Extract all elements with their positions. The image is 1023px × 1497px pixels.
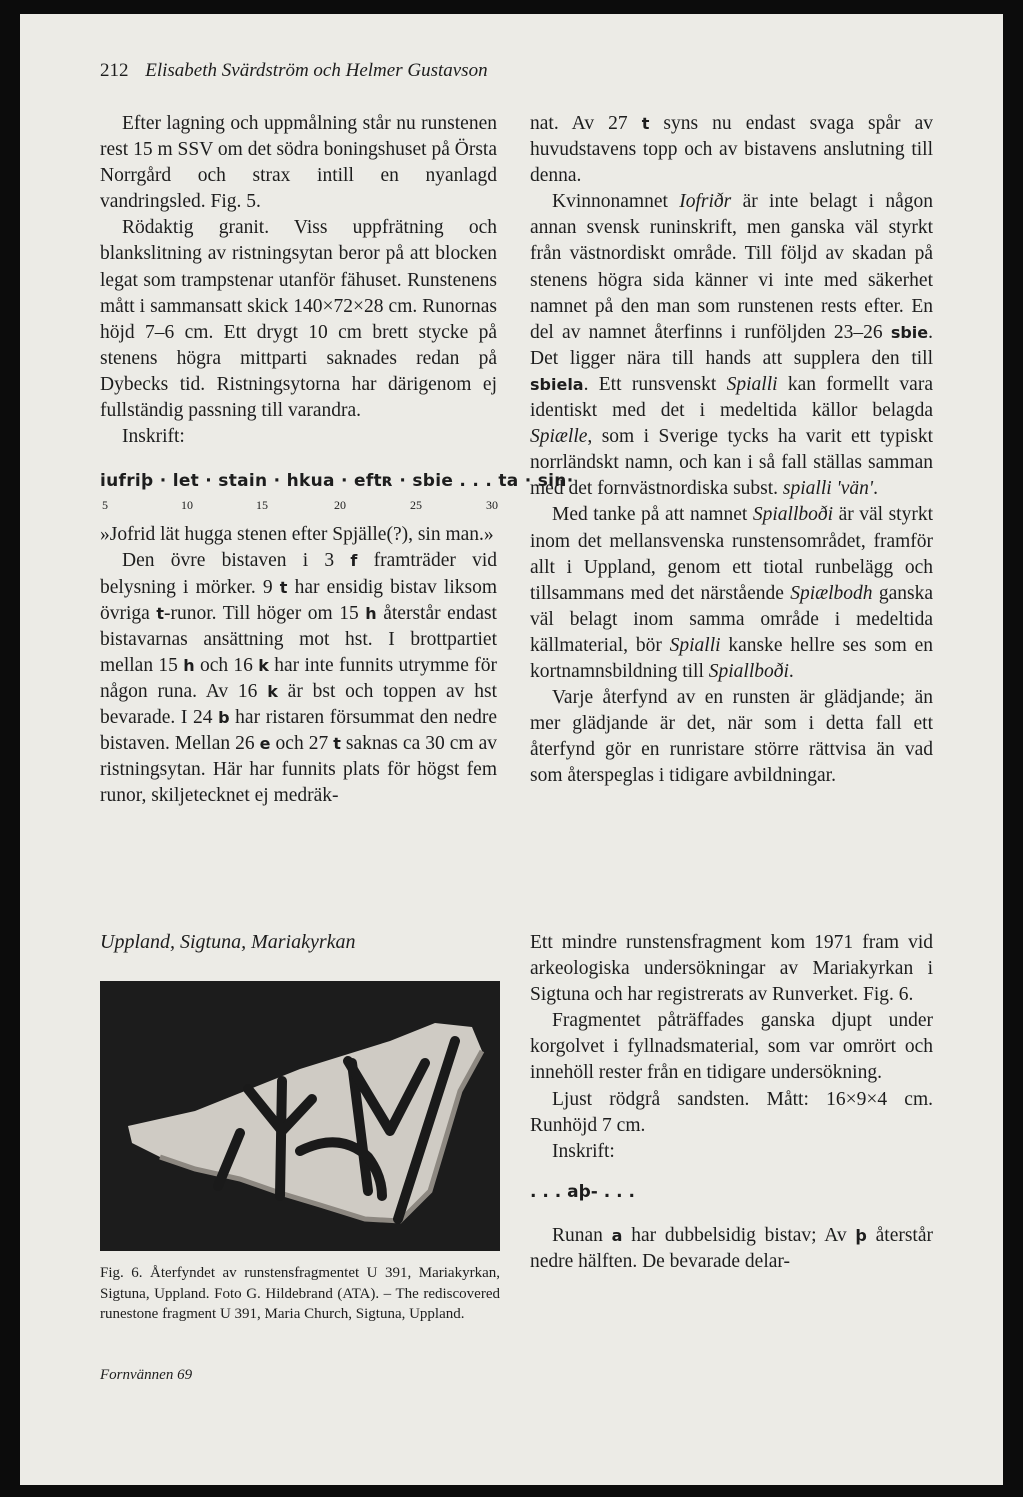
- paragraph: Inskrift:: [122, 426, 185, 448]
- paragraph: Ett mindre runstensfragment kom 1971 fram vid arkeologiska undersökningar av Mariakyrkan i Sigtuna och har registrerats av Runverket. Fig. 6.: [530, 932, 933, 1006]
- rune-ref: sbiela: [530, 374, 584, 394]
- paragraph: Varje återfynd av en runsten är glädjande; än mer glädjande är det, när som i detta fall ett återfynd gör en runristare större rättvisa än vad som återspeglas i tidigare avbildningar.: [530, 687, 933, 787]
- rune-number: 25: [410, 498, 422, 513]
- paragraph: Efter lagning och uppmålning står nu runstenen rest 15 m SSV om det södra boningshuset på Örsta Norrgård och strax intill en nyanlagd vandringsled. Fig. 5.: [100, 113, 497, 213]
- runestone-fragment-photo: [100, 981, 500, 1251]
- rune-ref: sbie: [890, 322, 929, 342]
- rune-ref: k: [258, 655, 269, 675]
- paragraph: Runan a har dubbelsidig bistav; Av þ återstår nedre hälften. De bevarade delar-: [530, 1224, 933, 1273]
- rune-transliteration: . . . aþ- . . .: [530, 1181, 635, 1202]
- rune-ref: f: [350, 551, 358, 571]
- right-column: [530, 111, 933, 789]
- page: [20, 14, 1003, 1485]
- rune-ref: e: [259, 734, 271, 754]
- paragraph: Kvinnonamnet Iofriðr är inte belagt i någon annan svensk runinskrift, men ganska väl styrkt från västnordiskt område. Till följd av skadan på stenens högra sida känner vi inte med säkerhet namnet på den man som runstenen rests efter. En del av namnet återfinns i runföljden 23–26 sbie. Det ligger nära till hands att supplera den till sbiela. Ett runsvenskt Spialli kan formellt vara identiskt med det i medeltida källor belagda Spiælle, som i Sverige tycks ha varit ett typiskt norrländskt namn, och kan i så fall ställas samman med det fornvästnordiska subst. spialli 'vän'.: [530, 191, 933, 500]
- translation: »Jofrid lät hugga stenen efter Spjälle(?), sin man.»: [100, 524, 494, 546]
- section-text-column: [530, 930, 933, 1275]
- name-italic: Spialli: [726, 373, 778, 395]
- rune-transliteration: iufriþ · let · stain · hkua · eftʀ · sbie . . . ta · sin·: [100, 471, 574, 492]
- rune-number: 30: [486, 498, 498, 513]
- name-italic: Spiælle: [530, 426, 588, 448]
- rune-ref: t: [333, 734, 341, 754]
- paragraph: Fragmentet påträffades ganska djupt under korgolvet i fyllnadsmaterial, som var omrört och innehöll rester från en tidigare undersökning.: [530, 1010, 933, 1084]
- rune-number: 20: [334, 498, 346, 513]
- rune-ref: þ: [855, 1225, 867, 1245]
- name-italic: Spiallboði: [752, 504, 834, 526]
- running-header: [100, 60, 488, 82]
- page-number: 212: [100, 60, 129, 81]
- rune-ref: a: [611, 1225, 623, 1245]
- figure-caption: Fig. 6. Återfyndet av runstensfragmentet U 391, Mariakyrkan, Sigtuna, Uppland. Foto G. Hildebrand (ATA). – The rediscovered runestone fragment U 391, Maria Church, Sigtuna, Uppland.: [100, 1265, 500, 1322]
- rune-ref: t: [156, 603, 165, 623]
- name-italic: Spiælbodh: [790, 582, 873, 604]
- name-italic: Spialli: [669, 634, 721, 656]
- rune-number: 15: [256, 498, 268, 513]
- rune-number: 10: [181, 498, 193, 513]
- running-head-authors: Elisabeth Svärdström och Helmer Gustavson: [145, 60, 488, 81]
- section-heading: Uppland, Sigtuna, Mariakyrkan: [100, 931, 356, 953]
- rune-ref: t: [279, 577, 288, 597]
- rune-ref: k: [267, 681, 278, 701]
- fragment-illustration: [100, 981, 500, 1251]
- name-italic: spialli 'vän': [782, 478, 874, 500]
- rune-number: 5: [102, 498, 108, 513]
- journal-footer: Fornvännen 69: [100, 1367, 193, 1383]
- paragraph: Den övre bistaven i 3 f framträder vid belysning i mörker. 9 t har ensidig bistav liksom övriga t-runor. Till höger om 15 h återstår endast bistavarnas ansättning mot hst. I brottpartiet mellan 15 h och 16 k har inte funnits utrymme för någon runa. Av 16 k är bst och toppen av hst bevarade. I 24 b har ristaren försummat den nedre bistaven. Mellan 26 e och 27 t saknas ca 30 cm av ristningsytan. Här har funnits plats för högst fem runor, skiljetecknet ej medräk-: [100, 550, 498, 807]
- rune-ref: h: [183, 655, 195, 675]
- name-italic: Spiallboði: [708, 660, 789, 682]
- paragraph: Inskrift:: [552, 1140, 615, 1162]
- rune-ref: t: [641, 114, 650, 133]
- paragraph: Med tanke på att namnet Spiallboði är väl styrkt inom det mellansvenska runstensområdet, framför allt i Uppland, genom ett tiotal runbelägg och tillsammans med det närstående Spiælbodh ganska väl belagt inom samma område i medeltida källmaterial, bör Spialli kanske hellre ses som en kortnamnsbildning till Spiallboði.: [530, 504, 934, 682]
- rune-numbering: [100, 494, 497, 514]
- paragraph: nat. Av 27 t syns nu endast svaga spår av huvudstavens topp och av bistavens anslutning till denna.: [530, 113, 933, 187]
- paragraph: Ljust rödgrå sandsten. Mått: 16×9×4 cm. Runhöjd 7 cm.: [530, 1088, 933, 1136]
- rune-ref: h: [365, 603, 377, 623]
- paragraph: Rödaktig granit. Viss uppfrätning och blankslitning av ristningsytan beror på att blocken legat som trampstenar utanför fähuset. Runstenens mått i sammansatt skick 140×72×28 cm. Runornas höjd 7–6 cm. Ett drygt 10 cm brett stycke på stenens högra mittparti saknades redan på Dybecks tid. Ristningsytorna har därigenom ej fullständig passning till varandra.: [100, 217, 497, 422]
- name-italic: Iofriðr: [679, 191, 732, 213]
- rune-ref: b: [218, 707, 230, 727]
